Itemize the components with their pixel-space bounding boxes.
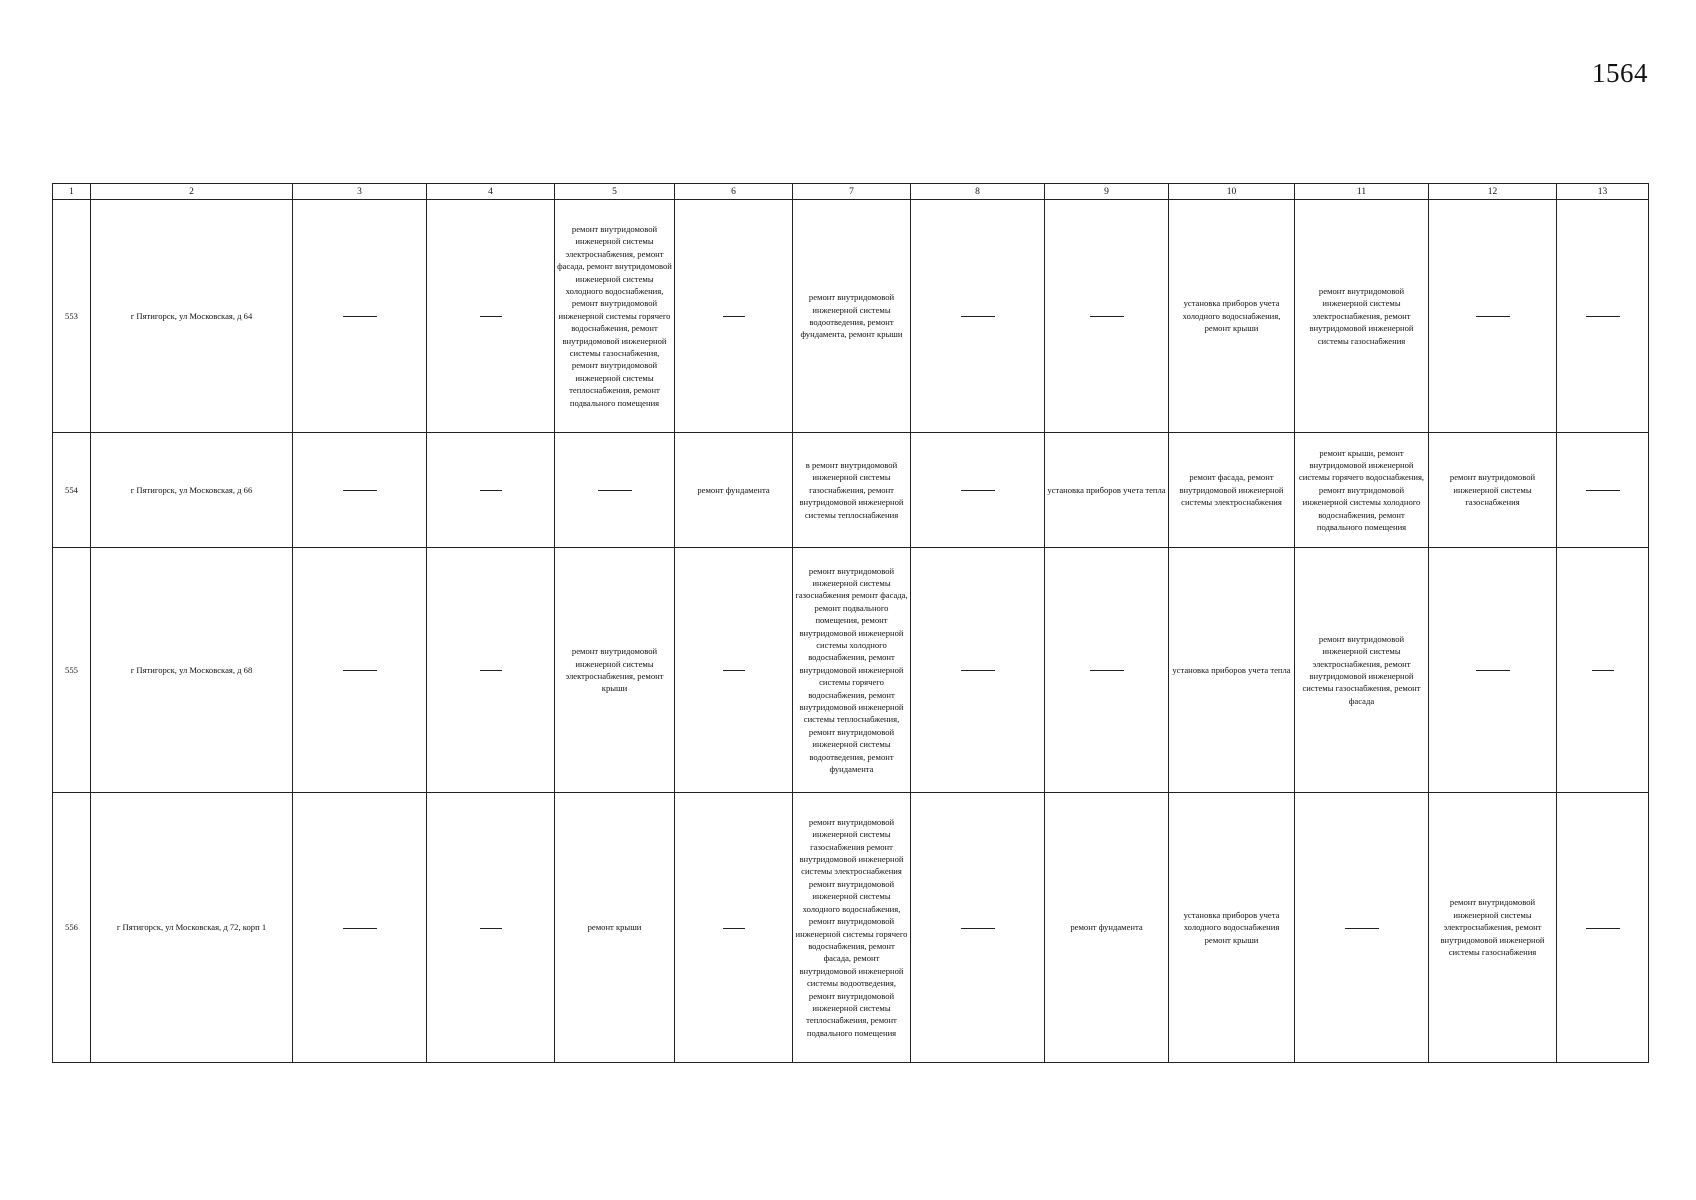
row-number: 555 xyxy=(53,548,91,793)
column-header: 1 xyxy=(53,184,91,200)
column-header: 4 xyxy=(427,184,555,200)
empty-cell xyxy=(675,793,793,1063)
empty-cell xyxy=(1045,548,1169,793)
column-header: 5 xyxy=(555,184,675,200)
dash-mark xyxy=(1592,670,1614,671)
work-cell: ремонт внутридомовой инженерной системы электроснабжения, ремонт внутридомовой инженерной системы газоснабжения xyxy=(1429,793,1557,1063)
table-row xyxy=(53,433,1649,548)
work-cell: ремонт внутридомовой инженерной системы электроснабжения, ремонт крыши xyxy=(555,548,675,793)
address-cell: г Пятигорск, ул Московская, д 66 xyxy=(91,433,293,548)
empty-cell xyxy=(911,200,1045,433)
dash-mark xyxy=(1586,490,1620,491)
empty-cell xyxy=(1557,200,1649,433)
work-cell: в ремонт внутридомовой инженерной системы газоснабжения, ремонт внутридомовой инженерной системы теплоснабжения xyxy=(793,433,911,548)
column-header: 10 xyxy=(1169,184,1295,200)
work-cell: ремонт внутридомовой инженерной системы газоснабжения ремонт фасада, ремонт подвального помещения, ремонт внутридомовой инженерной системы холодного водоснабжения, ремонт внутридомовой инженерной системы горячего водоснабжения, ремонт внутридомовой инженерной системы теплоснабжения, ремонт внутридомовой инженерной системы водоотведения, ремонт фундамента xyxy=(793,548,911,793)
row-number: 554 xyxy=(53,433,91,548)
work-cell: ремонт внутридомовой инженерной системы газоснабжения ремонт внутридомовой инженерной системы электроснабжения ремонт внутридомовой инженерной системы холодного водоснабжения, ремонт внутридомовой инженерной системы горячего водоснабжения, ремонт фасада, ремонт внутридомовой инженерной системы водоотведения, ремонт внутридомовой инженерной системы теплоснабжения, ремонт подвального помещения xyxy=(793,793,911,1063)
dash-mark xyxy=(961,490,995,491)
empty-cell xyxy=(911,433,1045,548)
dash-mark xyxy=(480,670,502,671)
work-cell: ремонт внутридомовой инженерной системы электроснабжения, ремонт внутридомовой инженерной системы газоснабжения, ремонт фасада xyxy=(1295,548,1429,793)
table-row xyxy=(53,793,1649,1063)
dash-mark xyxy=(961,928,995,929)
dash-mark xyxy=(343,670,377,671)
empty-cell xyxy=(1557,793,1649,1063)
empty-cell xyxy=(293,200,427,433)
empty-cell xyxy=(675,548,793,793)
dash-mark xyxy=(961,316,995,317)
dash-mark xyxy=(343,928,377,929)
header-row xyxy=(53,184,1649,200)
empty-cell xyxy=(1429,200,1557,433)
empty-cell xyxy=(293,548,427,793)
empty-cell xyxy=(427,548,555,793)
empty-cell xyxy=(427,200,555,433)
column-header: 8 xyxy=(911,184,1045,200)
dash-mark xyxy=(1476,316,1510,317)
work-cell: ремонт фундамента xyxy=(1045,793,1169,1063)
column-header: 7 xyxy=(793,184,911,200)
row-number: 553 xyxy=(53,200,91,433)
dash-mark xyxy=(1586,928,1620,929)
column-header: 13 xyxy=(1557,184,1649,200)
dash-mark xyxy=(961,670,995,671)
empty-cell xyxy=(675,200,793,433)
work-cell: установка приборов учета тепла xyxy=(1045,433,1169,548)
column-header: 6 xyxy=(675,184,793,200)
work-cell: ремонт внутридомовой инженерной системы водоотведения, ремонт фундамента, ремонт крыши xyxy=(793,200,911,433)
row-number: 556 xyxy=(53,793,91,1063)
empty-cell xyxy=(1429,548,1557,793)
dash-mark xyxy=(480,490,502,491)
dash-mark xyxy=(343,316,377,317)
empty-cell xyxy=(1557,433,1649,548)
empty-cell xyxy=(1557,548,1649,793)
table-row xyxy=(53,548,1649,793)
work-cell: установка приборов учета холодного водоснабжения ремонт крыши xyxy=(1169,793,1295,1063)
repair-schedule-table xyxy=(52,183,1649,1063)
empty-cell xyxy=(911,793,1045,1063)
dash-mark xyxy=(598,490,632,491)
work-cell: ремонт крыши xyxy=(555,793,675,1063)
empty-cell xyxy=(293,793,427,1063)
dash-mark xyxy=(480,316,502,317)
work-cell: установка приборов учета холодного водоснабжения, ремонт крыши xyxy=(1169,200,1295,433)
empty-cell xyxy=(293,433,427,548)
column-header: 11 xyxy=(1295,184,1429,200)
dash-mark xyxy=(480,928,502,929)
column-header: 2 xyxy=(91,184,293,200)
dash-mark xyxy=(1476,670,1510,671)
work-cell: ремонт крыши, ремонт внутридомовой инженерной системы горячего водоснабжения, ремонт внутридомовой инженерной системы холодного водоснабжения, ремонт подвального помещения xyxy=(1295,433,1429,548)
empty-cell xyxy=(1295,793,1429,1063)
table-row xyxy=(53,200,1649,433)
work-cell: ремонт внутридомовой инженерной системы электроснабжения, ремонт фасада, ремонт внутридомовой инженерной системы холодного водоснабжения, ремонт внутридомовой инженерной системы горячего водоснабжения, ремонт внутридомовой инженерной системы газоснабжения, ремонт внутридомовой инженерной системы теплоснабжения, ремонт подвального помещения xyxy=(555,200,675,433)
work-cell: ремонт фасада, ремонт внутридомовой инженерной системы электроснабжения xyxy=(1169,433,1295,548)
empty-cell xyxy=(555,433,675,548)
address-cell: г Пятигорск, ул Московская, д 72, корп 1 xyxy=(91,793,293,1063)
dash-mark xyxy=(1090,670,1124,671)
dash-mark xyxy=(343,490,377,491)
column-header: 9 xyxy=(1045,184,1169,200)
empty-cell xyxy=(1045,200,1169,433)
dash-mark xyxy=(1586,316,1620,317)
dash-mark xyxy=(1090,316,1124,317)
address-cell: г Пятигорск, ул Московская, д 64 xyxy=(91,200,293,433)
work-cell: ремонт фундамента xyxy=(675,433,793,548)
work-cell: установка приборов учета тепла xyxy=(1169,548,1295,793)
empty-cell xyxy=(427,793,555,1063)
empty-cell xyxy=(427,433,555,548)
address-cell: г Пятигорск, ул Московская, д 68 xyxy=(91,548,293,793)
empty-cell xyxy=(911,548,1045,793)
column-header: 3 xyxy=(293,184,427,200)
dash-mark xyxy=(723,670,745,671)
dash-mark xyxy=(723,928,745,929)
work-cell: ремонт внутридомовой инженерной системы газоснабжения xyxy=(1429,433,1557,548)
dash-mark xyxy=(723,316,745,317)
column-header: 12 xyxy=(1429,184,1557,200)
page-number: 1564 xyxy=(1592,58,1648,88)
dash-mark xyxy=(1345,928,1379,929)
work-cell: ремонт внутридомовой инженерной системы электроснабжения, ремонт внутридомовой инженерной системы газоснабжения xyxy=(1295,200,1429,433)
